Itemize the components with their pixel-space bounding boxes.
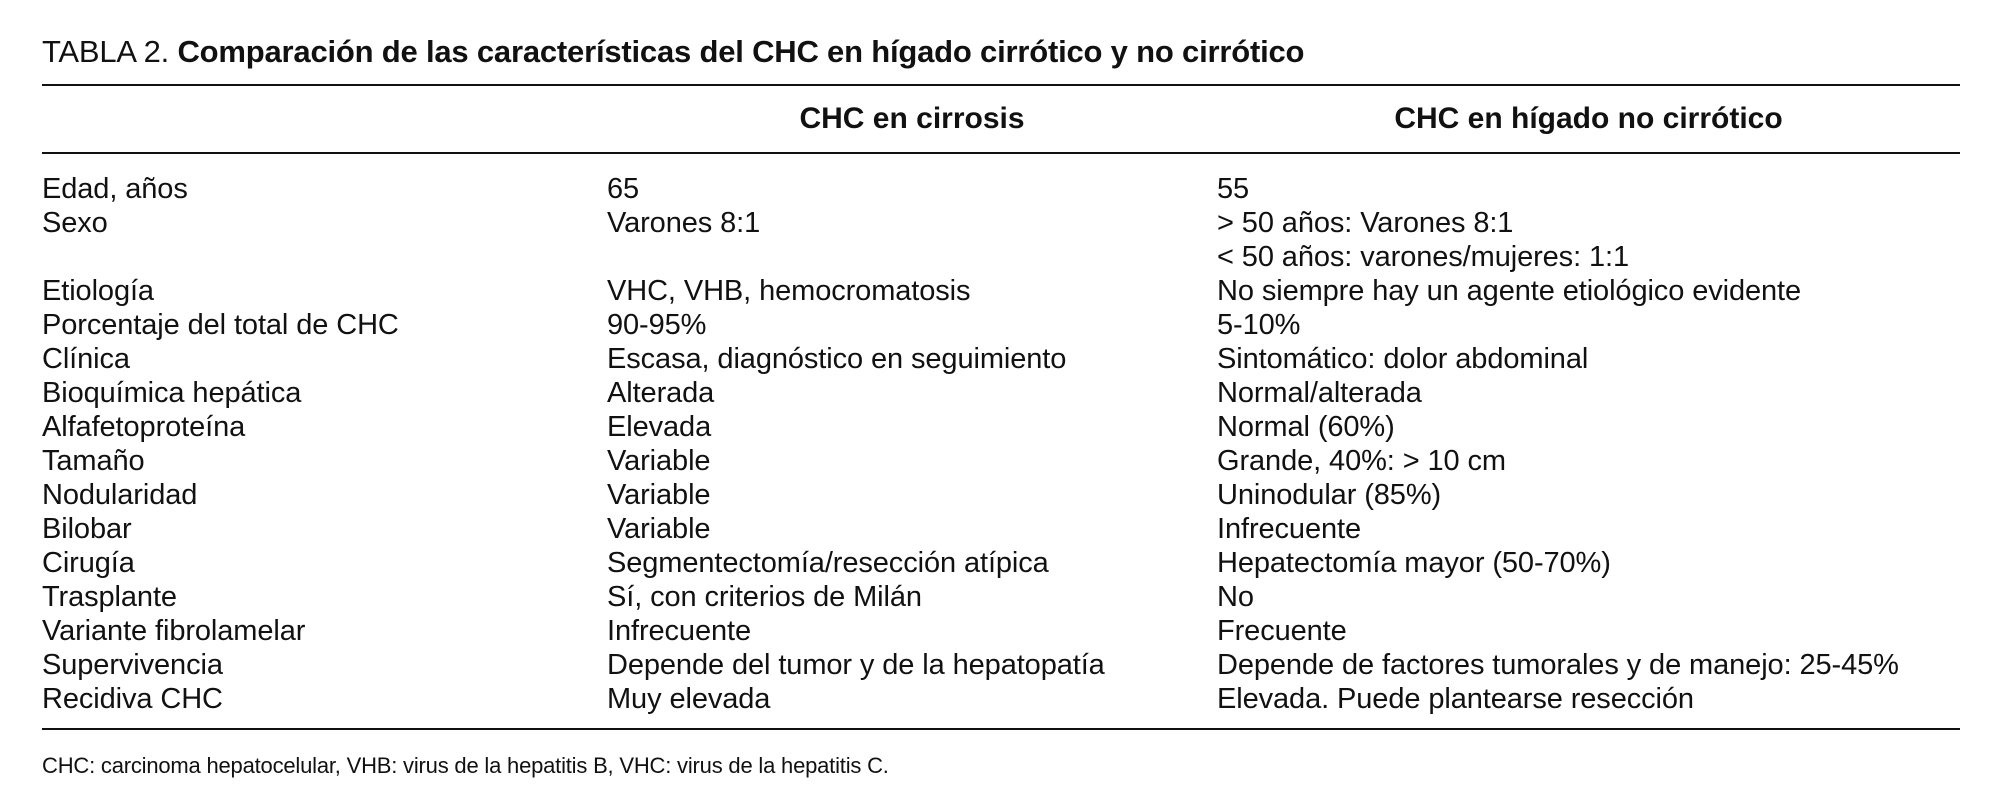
cell-line: 90-95% xyxy=(607,309,707,341)
table-row xyxy=(42,512,1960,546)
cell-line: Alterada xyxy=(607,377,715,409)
cell-line: Depende de factores tumorales y de manejo: 25-45% xyxy=(1217,649,1899,681)
cell-feature: Clínica xyxy=(42,343,130,375)
table-row xyxy=(42,410,1960,444)
table-row xyxy=(42,274,1960,308)
cell-no-cirrotico xyxy=(1217,614,1960,648)
cell-no-cirrotico xyxy=(1217,206,1960,274)
cell-line: 55 xyxy=(1217,173,1250,205)
cell-line: Hepatectomía mayor (50-70%) xyxy=(1217,547,1611,579)
cell-feature: Tamaño xyxy=(42,445,145,477)
cell-cirrosis xyxy=(607,410,1217,444)
cell-line: > 50 años: Varones 8:1 xyxy=(1217,207,1514,239)
cell-feature: Variante fibrolamelar xyxy=(42,615,306,647)
cell-feature: Cirugía xyxy=(42,547,135,579)
cell-cirrosis xyxy=(607,512,1217,546)
cell-no-cirrotico xyxy=(1217,376,1960,410)
cell-cirrosis xyxy=(607,546,1217,580)
cell-line: Segmentectomía/resección atípica xyxy=(607,547,1049,579)
cell-line: Sintomático: dolor abdominal xyxy=(1217,343,1589,375)
table-row xyxy=(42,376,1960,410)
cell-no-cirrotico xyxy=(1217,342,1960,376)
cell-cirrosis xyxy=(607,580,1217,614)
cell-line: Variable xyxy=(607,479,711,511)
cell-line: VHC, VHB, hemocromatosis xyxy=(607,275,971,307)
cell-line: Infrecuente xyxy=(1217,513,1361,545)
cell-line: No siempre hay un agente etiológico evidente xyxy=(1217,275,1802,307)
cell-feature: Sexo xyxy=(42,207,108,239)
cell-line: Muy elevada xyxy=(607,683,771,715)
cell-cirrosis xyxy=(607,342,1217,376)
cell-line: Infrecuente xyxy=(607,615,751,647)
cell-cirrosis xyxy=(607,308,1217,342)
cell-cirrosis xyxy=(607,614,1217,648)
cell-line: Elevada. Puede plantearse resección xyxy=(1217,683,1694,715)
cell-cirrosis xyxy=(607,172,1217,206)
table-header xyxy=(42,86,1960,152)
cell-line: 5-10% xyxy=(1217,309,1301,341)
cell-feature: Alfafetoproteína xyxy=(42,411,246,443)
cell-no-cirrotico xyxy=(1217,478,1960,512)
cell-feature: Supervivencia xyxy=(42,649,223,681)
table-row xyxy=(42,478,1960,512)
cell-line: Grande, 40%: > 10 cm xyxy=(1217,445,1506,477)
cell-line: Variable xyxy=(607,513,711,545)
bottom-rule xyxy=(42,728,1960,730)
cell-line: Depende del tumor y de la hepatopatía xyxy=(607,649,1105,681)
cell-no-cirrotico xyxy=(1217,308,1960,342)
table-row xyxy=(42,580,1960,614)
table-title: Comparación de las características del CHC en hígado cirrótico y no cirrótico xyxy=(177,34,1305,69)
cell-cirrosis xyxy=(607,274,1217,308)
cell-line: Uninodular (85%) xyxy=(1217,479,1442,511)
table-row xyxy=(42,172,1960,206)
cell-cirrosis xyxy=(607,478,1217,512)
cell-no-cirrotico xyxy=(1217,682,1960,716)
table-footnote: CHC: carcinoma hepatocelular, VHB: virus de la hepatitis B, VHC: virus de la hepatitis C. xyxy=(42,753,889,778)
cell-no-cirrotico xyxy=(1217,410,1960,444)
table-row xyxy=(42,614,1960,648)
cell-line: Sí, con criterios de Milán xyxy=(607,581,922,613)
cell-feature: Porcentaje del total de CHC xyxy=(42,309,399,341)
table-row xyxy=(42,342,1960,376)
cell-feature: Bilobar xyxy=(42,513,132,545)
cell-feature: Nodularidad xyxy=(42,479,198,511)
table-label: TABLA 2. xyxy=(42,34,170,69)
cell-line: Normal (60%) xyxy=(1217,411,1395,443)
cell-feature: Recidiva CHC xyxy=(42,683,223,715)
cell-cirrosis xyxy=(607,444,1217,478)
table-row xyxy=(42,546,1960,580)
cell-line: Normal/alterada xyxy=(1217,377,1422,409)
cell-line: Escasa, diagnóstico en seguimiento xyxy=(607,343,1067,375)
cell-line: Variable xyxy=(607,445,711,477)
header-no-cirrotico: CHC en hígado no cirrótico xyxy=(1394,102,1783,135)
cell-cirrosis xyxy=(607,376,1217,410)
table-row xyxy=(42,444,1960,478)
cell-no-cirrotico xyxy=(1217,648,1960,682)
table-row xyxy=(42,206,1960,274)
cell-line: Varones 8:1 xyxy=(607,207,761,239)
cell-cirrosis xyxy=(607,206,1217,240)
cell-line: Frecuente xyxy=(1217,615,1347,647)
table-row xyxy=(42,682,1960,716)
cell-feature: Etiología xyxy=(42,275,154,307)
cell-no-cirrotico xyxy=(1217,172,1960,206)
cell-no-cirrotico xyxy=(1217,546,1960,580)
table-caption xyxy=(42,32,1960,72)
table-body xyxy=(42,154,1960,728)
cell-line: 65 xyxy=(607,173,640,205)
cell-no-cirrotico xyxy=(1217,580,1960,614)
cell-no-cirrotico xyxy=(1217,274,1960,308)
cell-line: Elevada xyxy=(607,411,712,443)
cell-feature: Edad, años xyxy=(42,173,188,205)
header-cirrosis: CHC en cirrosis xyxy=(799,102,1025,135)
cell-line: < 50 años: varones/mujeres: 1:1 xyxy=(1217,241,1630,273)
cell-no-cirrotico xyxy=(1217,512,1960,546)
cell-cirrosis xyxy=(607,682,1217,716)
cell-line: No xyxy=(1217,581,1254,613)
cell-feature: Bioquímica hepática xyxy=(42,377,302,409)
cell-cirrosis xyxy=(607,648,1217,682)
table-figure xyxy=(42,32,1960,780)
table-row xyxy=(42,308,1960,342)
table-row xyxy=(42,648,1960,682)
cell-feature: Trasplante xyxy=(42,581,177,613)
cell-no-cirrotico xyxy=(1217,444,1960,478)
